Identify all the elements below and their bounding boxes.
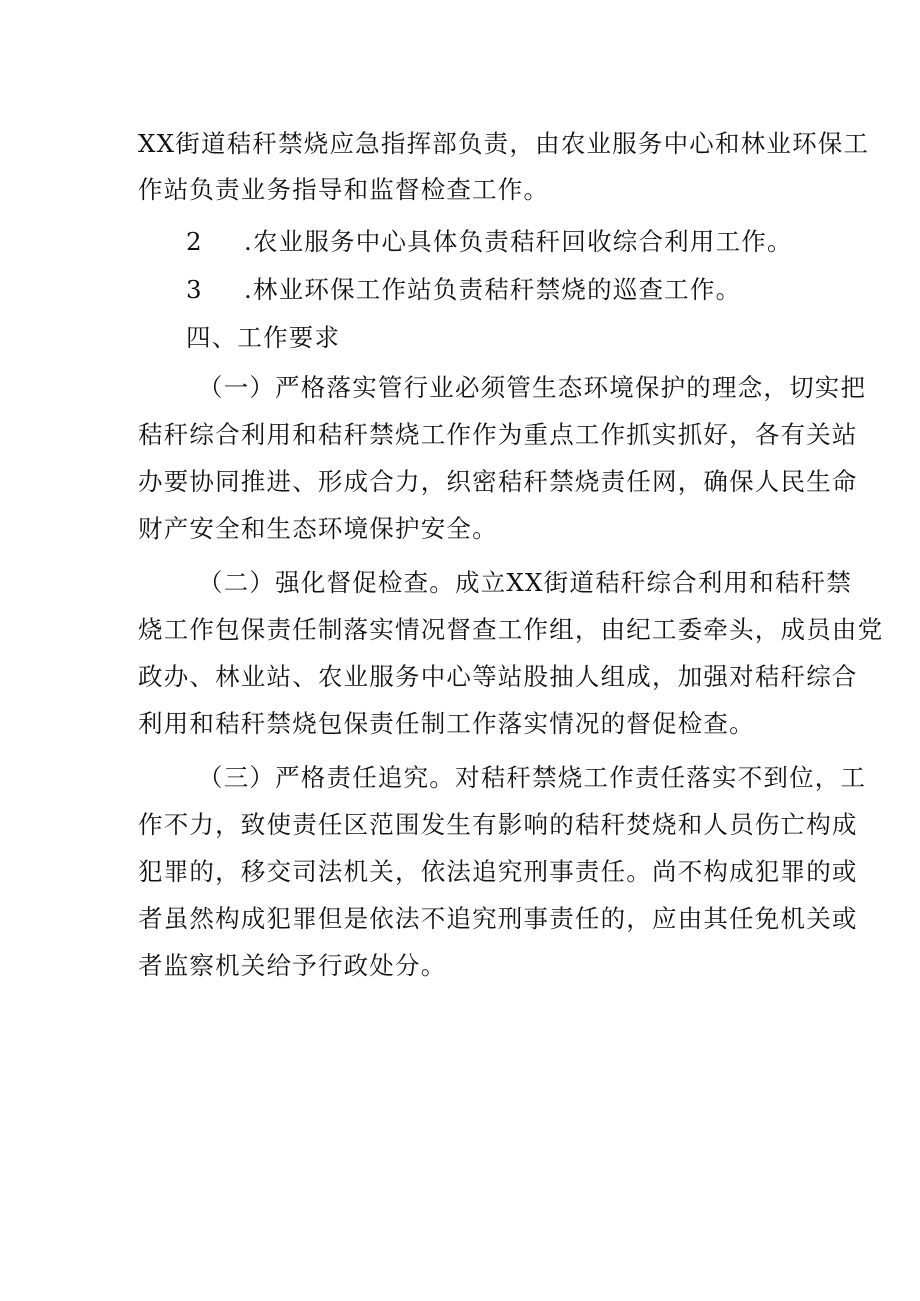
list-item-text: .农业服务中心具体负责秸秆回收综合利用工作。 [244,227,793,256]
paragraph-line: 政办、林业站、农业服务中心等站股抽人组成，加强对秸秆综合 [138,662,858,691]
paragraph-line: （一）严格落实管行业必须管生态环境保护的理念，切实把 [198,373,867,402]
paragraph-line: 作不力，致使责任区范围发生有影响的秸秆焚烧和人员伤亡构成 [138,810,858,839]
paragraph-line: 秸秆综合利用和秸秆禁烧工作作为重点工作抓实抓好，各有关站 [138,420,858,449]
paragraph-line: 者监察机关给予行政处分。 [138,951,447,980]
paragraph-line: XX街道秸秆禁烧应急指挥部负责，由农业服务中心和林业环保工 [138,129,870,158]
paragraph-line: 犯罪的，移交司法机关，依法追究刑事责任。尚不构成犯罪的或 [138,857,858,886]
paragraph-line: （二）强化督促检查。成立XX街道秸秆综合利用和秸秆禁 [198,568,853,597]
list-item-text: .林业环保工作站负责秸秆禁烧的巡查工作。 [244,275,742,304]
paragraph-line: 利用和秸秆禁烧包保责任制工作落实情况的督促检查。 [138,709,755,738]
paragraph-line: 办要协同推进、形成合力，织密秸秆禁烧责任网，确保人民生命 [138,467,858,496]
paragraph-line: 烧工作包保责任制落实情况督查工作组，由纪工委牵头，成员由党 [138,615,884,644]
list-number: 3 [186,275,202,304]
paragraph-line: 作站负责业务指导和监督检查工作。 [138,175,550,204]
paragraph-line: （三）严格责任追究。对秸秆禁烧工作责任落实不到位，工 [198,763,867,792]
list-number: 2 [186,227,202,256]
section-heading: 四、工作要求 [186,323,341,352]
paragraph-line: 者虽然构成犯罪但是依法不追究刑事责任的，应由其任免机关或 [138,904,858,933]
paragraph-line: 财产安全和生态环境保护安全。 [138,514,498,543]
